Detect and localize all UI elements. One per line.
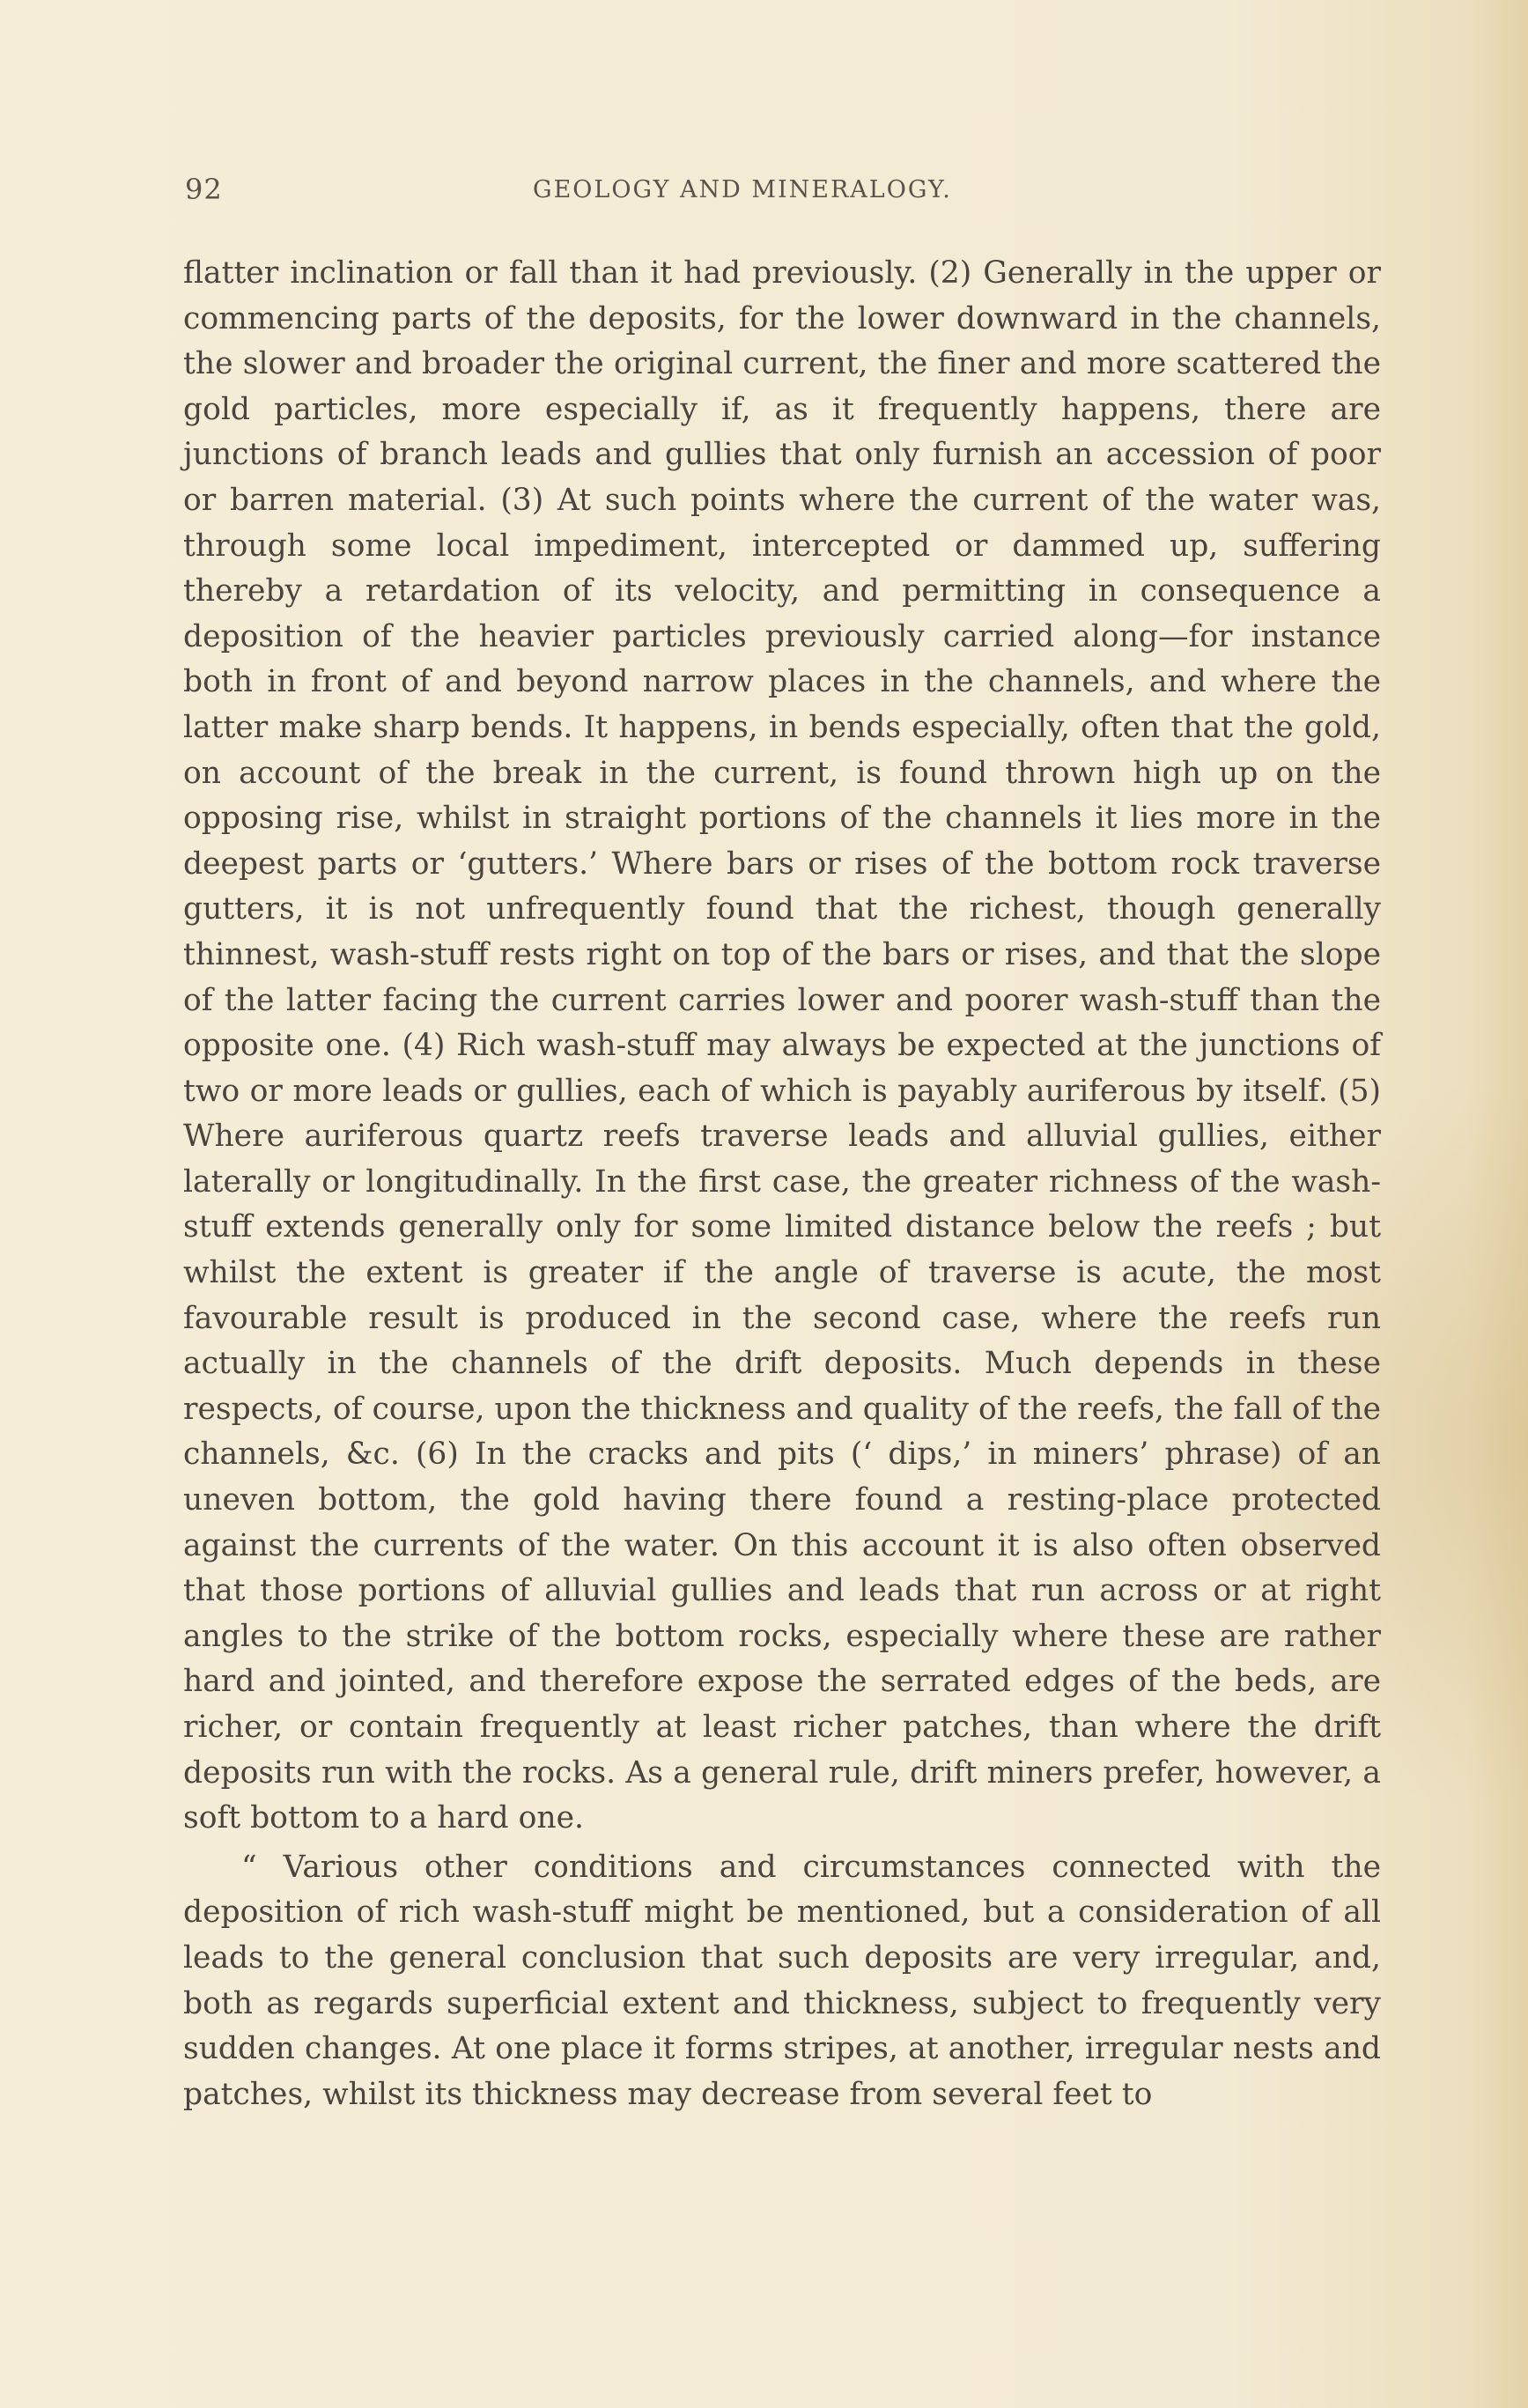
running-head bbox=[185, 173, 1383, 217]
page-number: 92 bbox=[185, 173, 223, 206]
running-title: GEOLOGY AND MINERALOGY. bbox=[533, 176, 952, 203]
paragraph-quotation: “ Various other conditions and circumstances connected with the deposition of rich wash-stuff might be mentioned, but a consideration of all leads to the general conclusion that such deposits are very irregular, and, both as regards superficial extent and thickness, subject to frequently very sudden changes. At one place it forms stripes, at another, irregular nests and patches, whilst its thickness may decrease from several feet to bbox=[183, 1849, 1381, 2112]
body-text bbox=[183, 251, 1381, 2117]
paragraph-continued: flatter inclination or fall than it had previously. (2) Generally in the upper or commencing parts of the deposits, for the lower downward in the channels, the slower and broader the original current, the finer and more scattered the gold particles, more especially if, as it frequently happens, there are junctions of branch leads and gullies that only furnish an accession of poor or barren material. (3) At such points where the current of the water was, through some local impediment, intercepted or dammed up, suffering thereby a retardation of its velocity, and permitting in consequence a deposition of the heavier particles previously carried along—for instance both in front of and beyond narrow places in the channels, and where the latter make sharp bends. It happens, in bends especially, often that the gold, on account of the break in the current, is found thrown high up on the opposing rise, whilst in straight portions of the channels it lies more in the deepest parts or ‘gutters.’ Where bars or rises of the bottom rock traverse gutters, it is not unfrequently found that the richest, though generally thinnest, wash-stuff rests right on top of the bars or rises, and that the slope of the latter facing the current carries lower and poorer wash-stuff than the opposite one. (4) Rich wash-stuff may always be expected at the junctions of two or more leads or gullies, each of which is payably auriferous by itself. (5) Where auriferous quartz reefs traverse leads and alluvial gullies, either laterally or longitudinally. In the first case, the greater richness of the wash-stuff extends generally only for some limited distance below the reefs ; but whilst the extent is greater if the angle of traverse is acute, the most favourable result is produced in the second case, where the reefs run actually in the channels of the drift deposits. Much depends in these respects, of course, upon the thickness and quality of the reefs, the fall of the channels, &c. (6) In the cracks and pits (‘ dips,’ in miners’ phrase) of an uneven bottom, the gold having there found a resting-place protected against the currents of the water. On this account it is also often observed that those portions of alluvial gullies and leads that run across or at right angles to the strike of the bottom rocks, especially where these are rather hard and jointed, and therefore expose the serrated edges of the beds, are richer, or contain frequently at least richer patches, than where the drift deposits run with the rocks. As a general rule, drift miners prefer, however, a soft bottom to a hard one. bbox=[183, 255, 1381, 1836]
